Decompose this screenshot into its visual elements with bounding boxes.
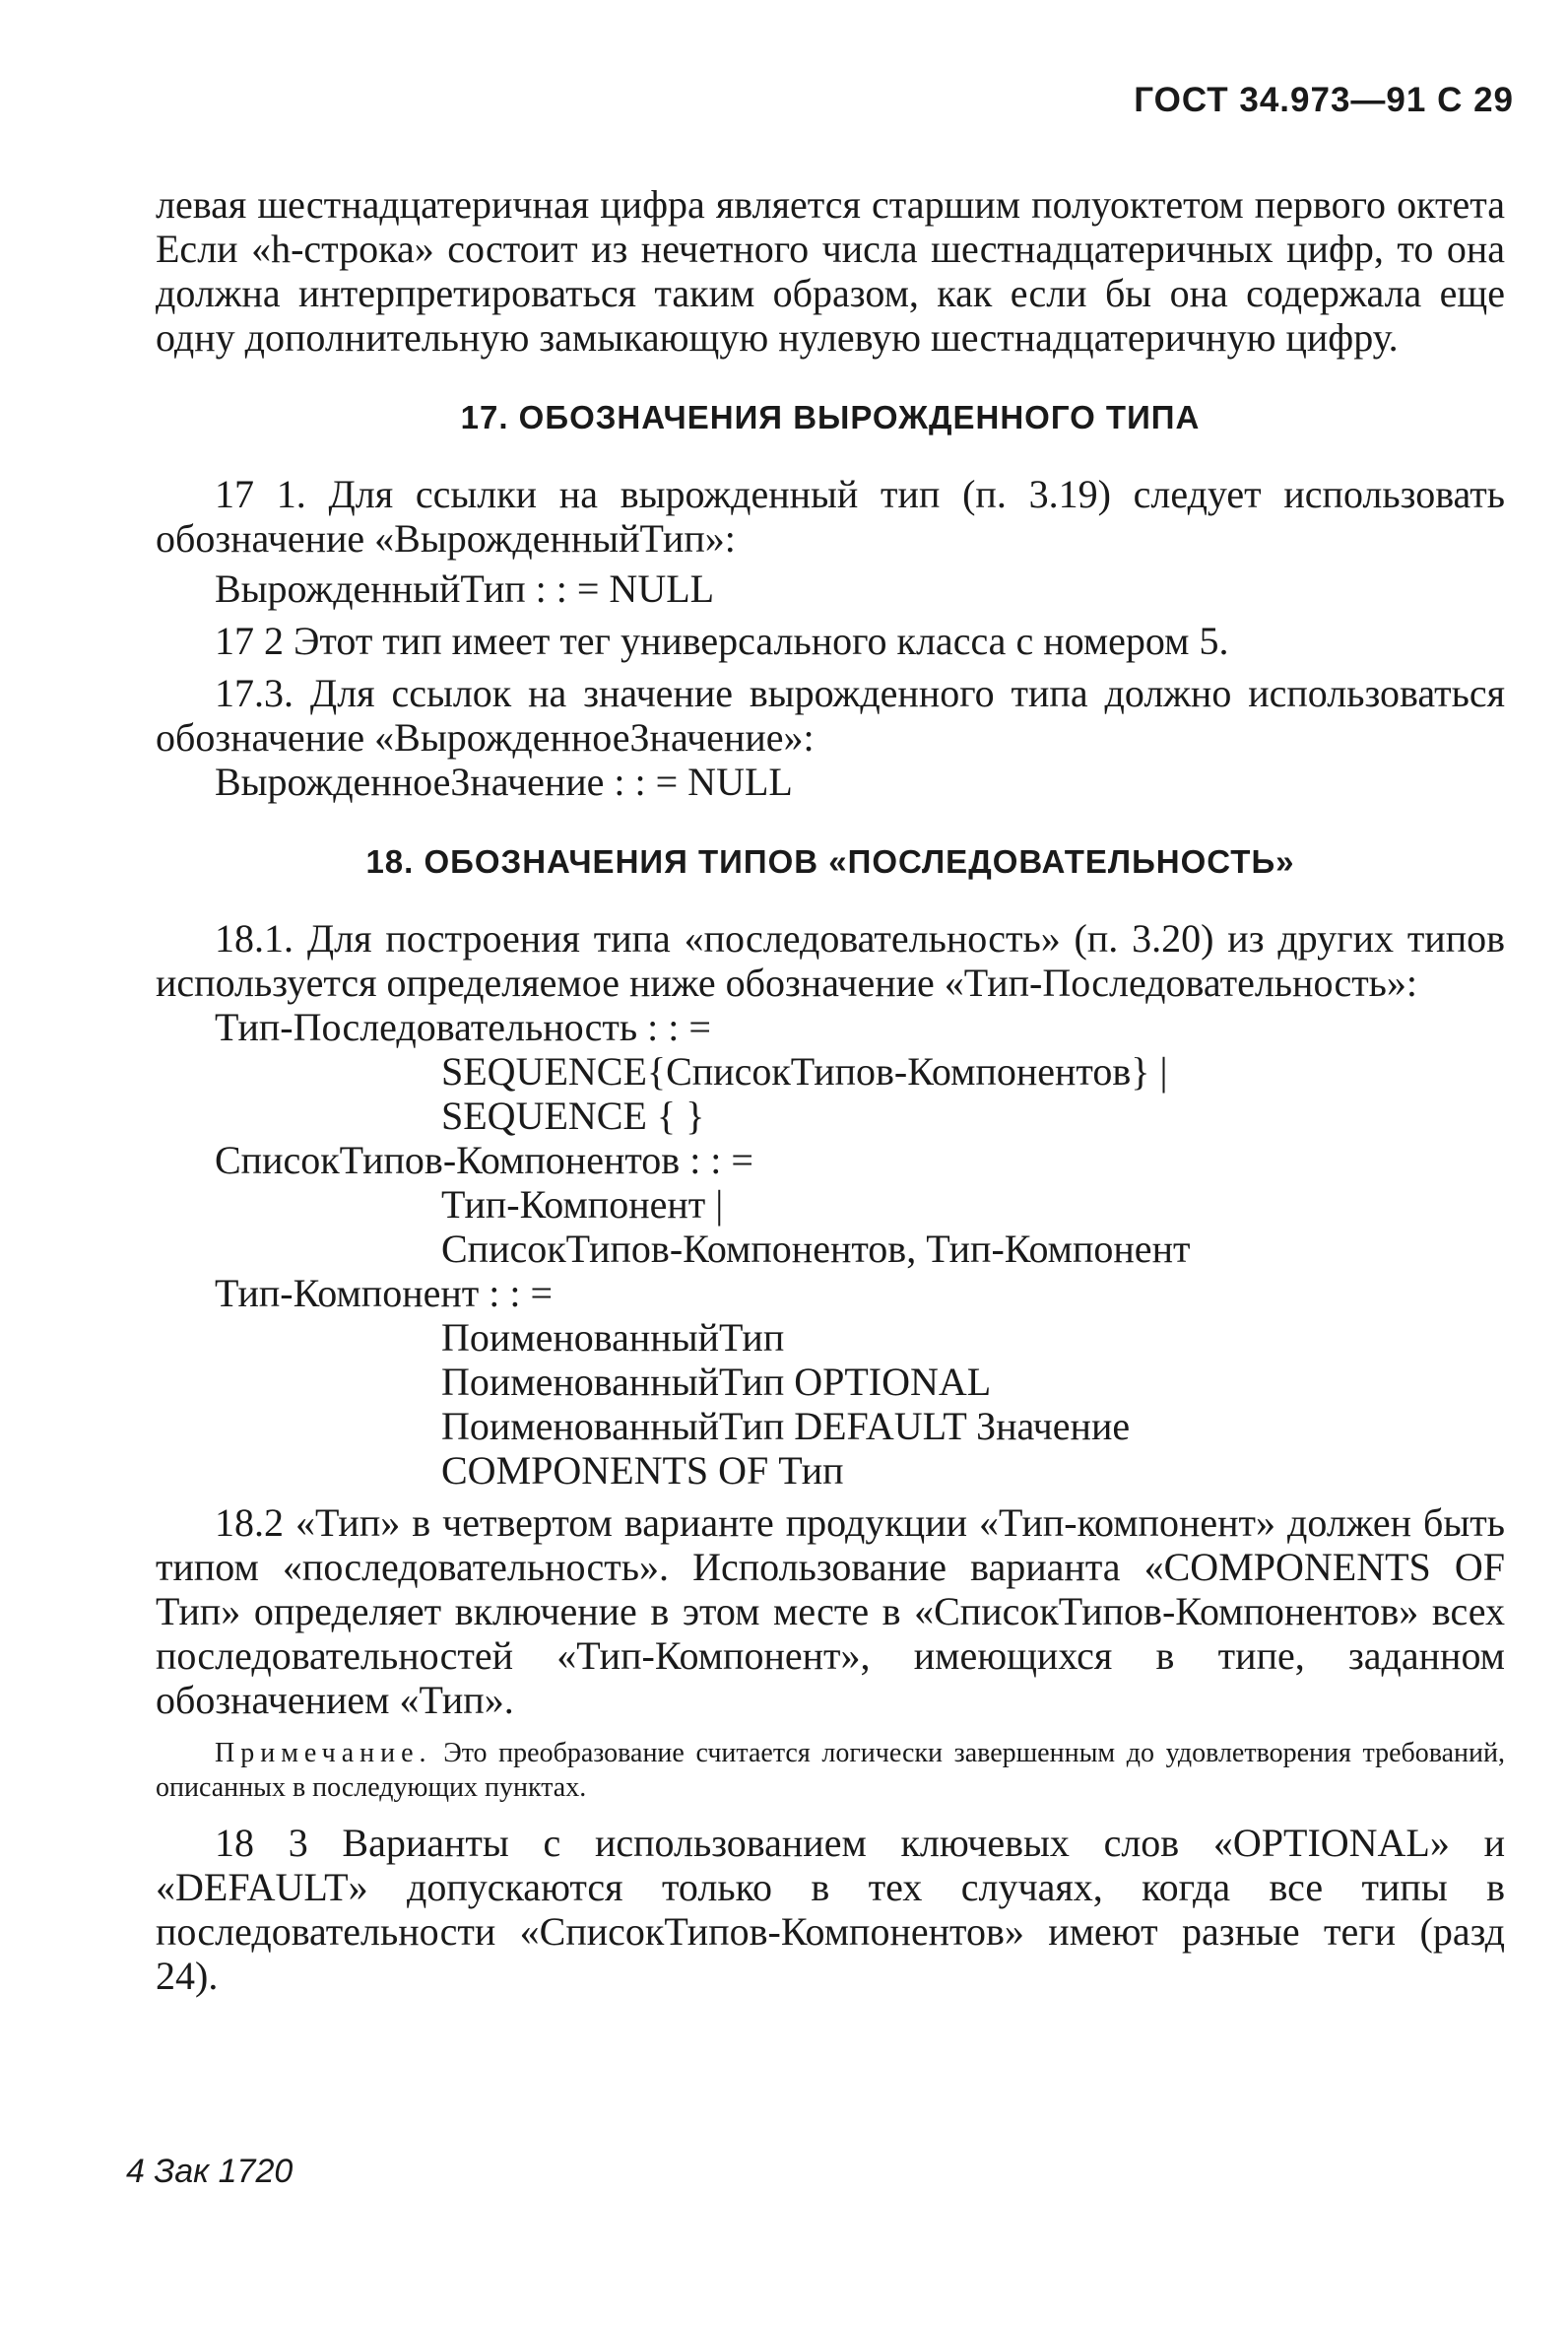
section-18-1: 18.1. Для построения типа «последовательность» (п. 3.20) из других типов используется определяемое ниже обозначение «Тип-Последовательность»: — [156, 916, 1505, 1005]
section-17-2: 17 2 Этот тип имеет тег универсального класса с номером 5. — [215, 619, 1229, 663]
section-17-title: 17. ОБОЗНАЧЕНИЯ ВЫРОЖДЕННОГО ТИПА — [460, 399, 1201, 435]
note-label: Примечание. — [215, 1738, 432, 1768]
section-17-formula-1: ВырожденныйТип : : = NULL — [215, 566, 715, 611]
grammar-line: COMPONENTS OF Тип — [441, 1448, 844, 1493]
section-18-3: 18 3 Варианты с использованием ключевых слов «OPTIONAL» и «DEFAULT» допускаются только в тех случаях, когда все типы в последовательности «СписокТипов-Компонентов» имеют разные теги (разд 24). — [156, 1821, 1505, 1998]
grammar-line: Тип-Компонент : : = — [215, 1271, 554, 1315]
grammar-line: СписокТипов-Компонентов : : = — [215, 1138, 753, 1182]
page-content — [156, 182, 1505, 1998]
grammar-line: SEQUENCE{СписокТипов-Компонентов} | — [441, 1049, 1168, 1094]
note-text: Это преобразование считается логически завершенным до удовлетворения требований, описанных в последующих пунктах. — [156, 1738, 1505, 1803]
section-17-3: 17.3. Для ссылок на значение вырожденного типа должно использоваться обозначение «ВырожденноеЗначение»: — [156, 671, 1505, 760]
intro-paragraph: левая шестнадцатеричная цифра является старшим полуоктетом первого октета Если «h-строка» состоит из нечетного числа шестнадцатеричных цифр, то она должна интерпретироваться таким образом, как если бы она содержала еще одну дополнительную замыкающую нулевую шестнадцатеричную цифру. — [156, 182, 1505, 360]
note — [156, 1736, 1505, 1805]
section-18-2: 18.2 «Тип» в четвертом варианте продукции «Тип-компонент» должен быть типом «последовательность». Использование варианта «COMPONENTS OF Тип» определяет включение в этом месте в «СписокТипов-Компонентов» всех последовательностей «Тип-Компонент», имеющихся в типе, заданном обозначением «Тип». — [156, 1500, 1505, 1722]
grammar-line: ПоименованныйТип OPTIONAL — [441, 1360, 992, 1404]
grammar-line: Тип-Компонент | — [441, 1182, 724, 1227]
grammar-block — [156, 1005, 1505, 1493]
grammar-line: ПоименованныйТип DEFAULT Значение — [441, 1404, 1131, 1448]
section-17-1: 17 1. Для ссылки на вырожденный тип (п. 3.19) следует использовать обозначение «ВырожденныйТип»: — [156, 472, 1505, 561]
grammar-line: SEQUENCE { } — [441, 1094, 705, 1138]
page-header: ГОСТ 34.973—91 С 29 — [1134, 81, 1514, 119]
grammar-line: Тип-Последовательность : : = — [215, 1005, 711, 1049]
grammar-line: СписокТипов-Компонентов, Тип-Компонент — [441, 1227, 1191, 1271]
section-18-title: 18. ОБОЗНАЧЕНИЯ ТИПОВ «ПОСЛЕДОВАТЕЛЬНОСТЬ» — [365, 843, 1295, 880]
page-footer: 4 Зак 1720 — [126, 2153, 294, 2190]
section-17-formula-2: ВырожденноеЗначение : : = NULL — [215, 760, 793, 804]
grammar-line: ПоименованныйТип — [441, 1315, 785, 1360]
